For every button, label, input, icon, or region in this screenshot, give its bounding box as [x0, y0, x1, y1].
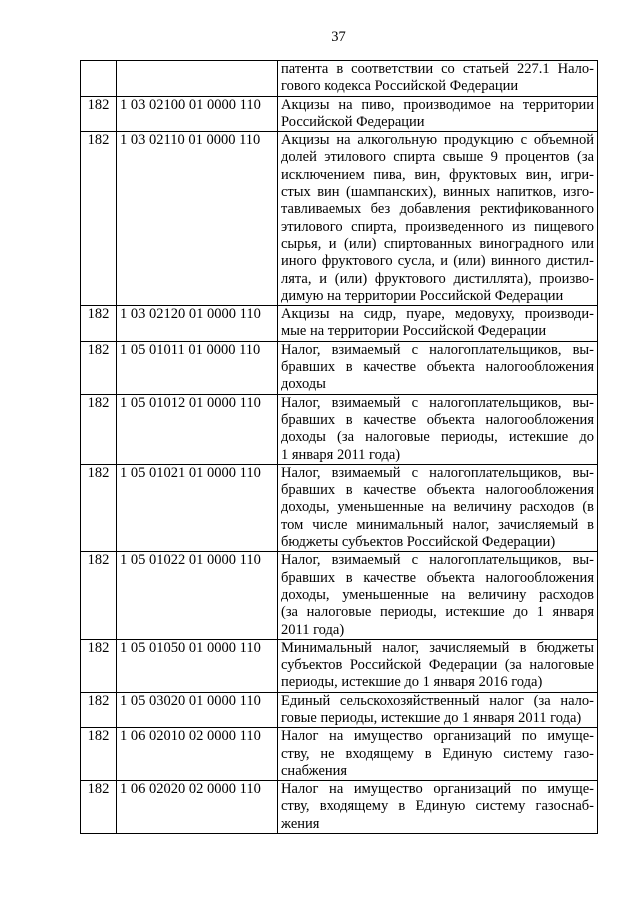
description-line: Единый сельскохозяйственный налог (за нало- [281, 692, 594, 709]
description-line: доходы [281, 376, 326, 393]
admin-code-cell: 182 [81, 96, 117, 132]
description-line: Минимальный налог, зачисляемый в бюджеты [281, 639, 594, 656]
budget-code-cell: 1 05 01011 01 0000 110 [117, 341, 278, 394]
description-line: патента в соответствии со статьей 227.1 Нало- [281, 61, 594, 77]
table-row [81, 692, 598, 728]
admin-code-cell: 182 [81, 464, 117, 551]
description-line: мые на территории Российской Федерации [281, 323, 547, 340]
description-cell [278, 96, 598, 132]
description-line: жения [281, 815, 320, 832]
description-line: долей этилового спирта свыше 9 процентов (за [281, 149, 594, 166]
description-line: тавливаемых без добавления ректификованного [281, 201, 594, 218]
description-line: доходы (за налоговые периоды, истекшие до [281, 429, 594, 446]
description-line: бравших в качестве объекта налогообложения [281, 411, 594, 428]
table-row [81, 639, 598, 692]
budget-code-cell: 1 03 02120 01 0000 110 [117, 306, 278, 342]
description-cell [278, 781, 598, 834]
budget-code-cell: 1 03 02100 01 0000 110 [117, 96, 278, 132]
table-row [81, 552, 598, 639]
description-line: 2011 года) [281, 621, 345, 638]
admin-code-cell [81, 61, 117, 97]
description-line: этилового спирта, произведенного из пищевого [281, 218, 594, 235]
description-line: доходы, уменьшенные на величину расходов (в [281, 499, 594, 516]
description-line: сырья, и (или) спиртованных виноградного или [281, 235, 594, 252]
table-row [81, 341, 598, 394]
admin-code-cell: 182 [81, 781, 117, 834]
description-cell [278, 692, 598, 728]
table-row [81, 306, 598, 342]
description-line: бравших в качестве объекта налогообложения [281, 359, 594, 376]
description-line: бравших в качестве объекта налогообложения [281, 569, 594, 586]
description-line: периоды, истекшие до 1 января 2016 года) [281, 674, 543, 691]
budget-code-cell: 1 05 01021 01 0000 110 [117, 464, 278, 551]
page-number: 37 [331, 29, 346, 45]
description-line: гового кодекса Российской Федерации [281, 78, 519, 95]
budget-code-cell: 1 05 03020 01 0000 110 [117, 692, 278, 728]
admin-code-cell: 182 [81, 552, 117, 639]
description-line: субъектов Российской Федерации (за налоговые [281, 657, 594, 674]
description-cell [278, 639, 598, 692]
budget-code-cell: 1 06 02010 02 0000 110 [117, 728, 278, 781]
table-row [81, 728, 598, 781]
description-cell [278, 728, 598, 781]
description-line: лята, и (или) фруктового дистиллята), произво- [281, 270, 594, 287]
budget-code-cell [117, 61, 278, 97]
budget-code-cell: 1 05 01012 01 0000 110 [117, 394, 278, 464]
admin-code-cell: 182 [81, 306, 117, 342]
table-row [81, 394, 598, 464]
table-row [81, 132, 598, 306]
description-line: снабжения [281, 762, 348, 779]
description-line: Налог, взимаемый с налогоплательщиков, вы- [281, 464, 594, 481]
description-line: Российской Федерации [281, 113, 425, 130]
table-row [81, 96, 598, 132]
budget-code-cell: 1 03 02110 01 0000 110 [117, 132, 278, 306]
description-line: Налог на имущество организаций по имуще- [281, 781, 594, 798]
description-line: Налог, взимаемый с налогоплательщиков, вы- [281, 341, 594, 358]
description-cell [278, 552, 598, 639]
budget-code-cell: 1 05 01050 01 0000 110 [117, 639, 278, 692]
description-line: Акцизы на алкогольную продукцию с объемной [281, 132, 594, 149]
description-line: 1 января 2011 года) [281, 446, 401, 463]
description-line: говые периоды, истекшие до 1 января 2011 года) [281, 709, 582, 726]
description-line: бравших в качестве объекта налогообложения [281, 482, 594, 499]
admin-code-cell: 182 [81, 692, 117, 728]
admin-code-cell: 182 [81, 728, 117, 781]
admin-code-cell: 182 [81, 639, 117, 692]
description-cell [278, 61, 598, 97]
table-row [81, 781, 598, 834]
description-line: бюджеты субъектов Российской Федерации) [281, 534, 556, 551]
description-line: Налог, взимаемый с налогоплательщиков, вы- [281, 552, 594, 569]
description-cell [278, 132, 598, 306]
description-line: Налог, взимаемый с налогоплательщиков, вы- [281, 394, 594, 411]
description-line: иного фруктового сусла, и (или) винного дистил- [281, 253, 594, 270]
budget-code-cell: 1 06 02020 02 0000 110 [117, 781, 278, 834]
table-row [81, 61, 598, 97]
table-row [81, 464, 598, 551]
description-line: стых вин (шампанских), винных напитков, изго- [281, 184, 594, 201]
admin-code-cell: 182 [81, 341, 117, 394]
description-line: Акцизы на сидр, пуаре, медовуху, производи- [281, 306, 594, 323]
admin-code-cell: 182 [81, 394, 117, 464]
description-line: ству, входящему в Единую систему газоснаб- [281, 798, 594, 815]
description-line: (за налоговые периоды, истекшие до 1 января [281, 604, 594, 621]
budget-code-cell: 1 05 01022 01 0000 110 [117, 552, 278, 639]
description-cell [278, 394, 598, 464]
description-line: ству, не входящему в Единую систему газо- [281, 745, 594, 762]
admin-code-cell: 182 [81, 132, 117, 306]
description-line: димую на территории Российской Федерации [281, 287, 564, 304]
description-line: том числе минимальный налог, зачисляемый в [281, 516, 594, 533]
description-line: Налог на имущество организаций по имуще- [281, 728, 594, 745]
description-line: Акцизы на пиво, производимое на территории [281, 96, 594, 113]
description-cell [278, 306, 598, 342]
description-line: доходы, уменьшенные на величину расходов [281, 586, 594, 603]
description-cell [278, 464, 598, 551]
description-line: исключением пива, вин, фруктовых вин, игри- [281, 166, 594, 183]
budget-codes-table [80, 60, 598, 834]
description-cell [278, 341, 598, 394]
